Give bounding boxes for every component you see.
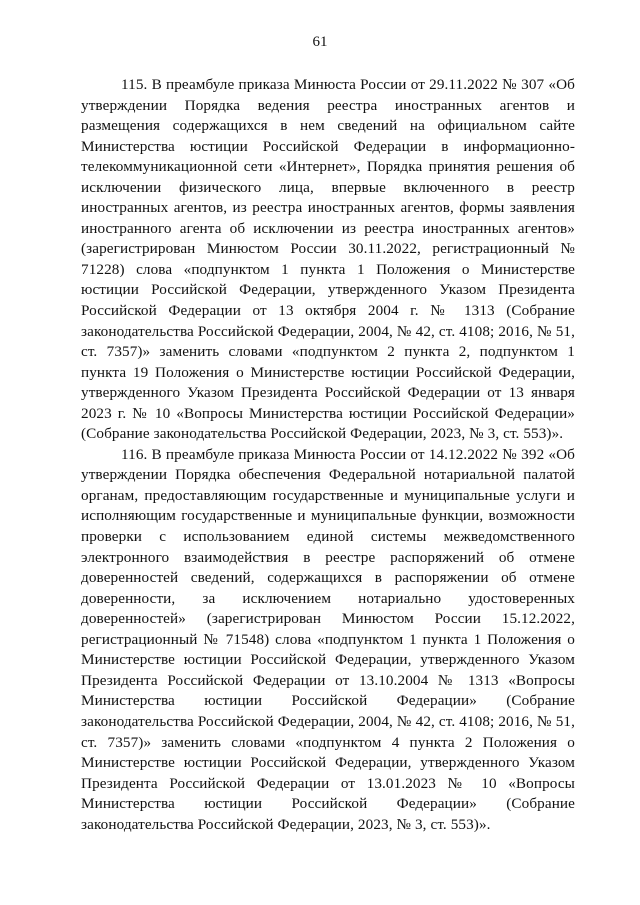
page-number: 61 [312,34,328,50]
paragraph-115: 115. В преамбуле приказа Минюста России от 29.11.2022 № 307 «Об утверждении Порядка ведения реестра иностранных агентов и размещения содержащихся в нем сведений на официальном сайте Министерства юстиции Российской Федерации в информационно-телекоммуникационной сети «Интернет», Порядка принятия решения об исключении физического лица, впервые включенного в реестр иностранных агентов, из реестра иностранных агентов, формы заявления иностранного агента об исключении из реестра иностранных агентов» (зарегистрирован Минюстом России 30.11.2022, регистрационный № 71228) слова «подпунктом 1 пункта 1 Положения о Министерстве юстиции Российской Федерации, утвержденного Указом Президента Российской Федерации от 13 октября 2004 г. № 1313 (Собрание законодательства Российской Федерации, 2004, № 42, ст. 4108; 2016, № 51, ст. 7357)» заменить словами «подпунктом 2 пункта 2, подпунктом 1 пункта 19 Положения о Министерстве юстиции Российской Федерации, утвержденного Указом Президента Российской Федерации от 13 января 2023 г. № 10 «Вопросы Министерства юстиции Российской Федерации» (Собрание законодательства Российской Федерации, 2023, № 3, ст. 553)». [81,76,575,443]
document-body [81,75,575,835]
paragraph-116: 116. В преамбуле приказа Минюста России от 14.12.2022 № 392 «Об утверждении Порядка обеспечения Федеральной нотариальной палатой органам, предоставляющим государственные и муниципальные услуги и исполняющим государственные и муниципальные функции, возможности проверки с использованием единой системы межведомственного электронного взаимодействия в реестре распоряжений об отмене доверенностей сведений, содержащихся в распоряжении об отмене доверенности, за исключением нотариально удостоверенных доверенностей» (зарегистрирован Минюстом России 15.12.2022, регистрационный № 71548) слова «подпунктом 1 пункта 1 Положения о Министерстве юстиции Российской Федерации, утвержденного Указом Президента Российской Федерации от 13.10.2004 № 1313 «Вопросы Министерства юстиции Российской Федерации» (Собрание законодательства Российской Федерации, 2004, № 42, ст. 4108; 2016, № 51, ст. 7357)» заменить словами «подпунктом 4 пункта 2 Положения о Министерстве юстиции Российской Федерации, утвержденного Указом Президента Российской Федерации от 13.01.2023 № 10 «Вопросы Министерства юстиции Российской Федерации» (Собрание законодательства Российской Федерации, 2023, № 3, ст. 553)». [81,445,575,833]
